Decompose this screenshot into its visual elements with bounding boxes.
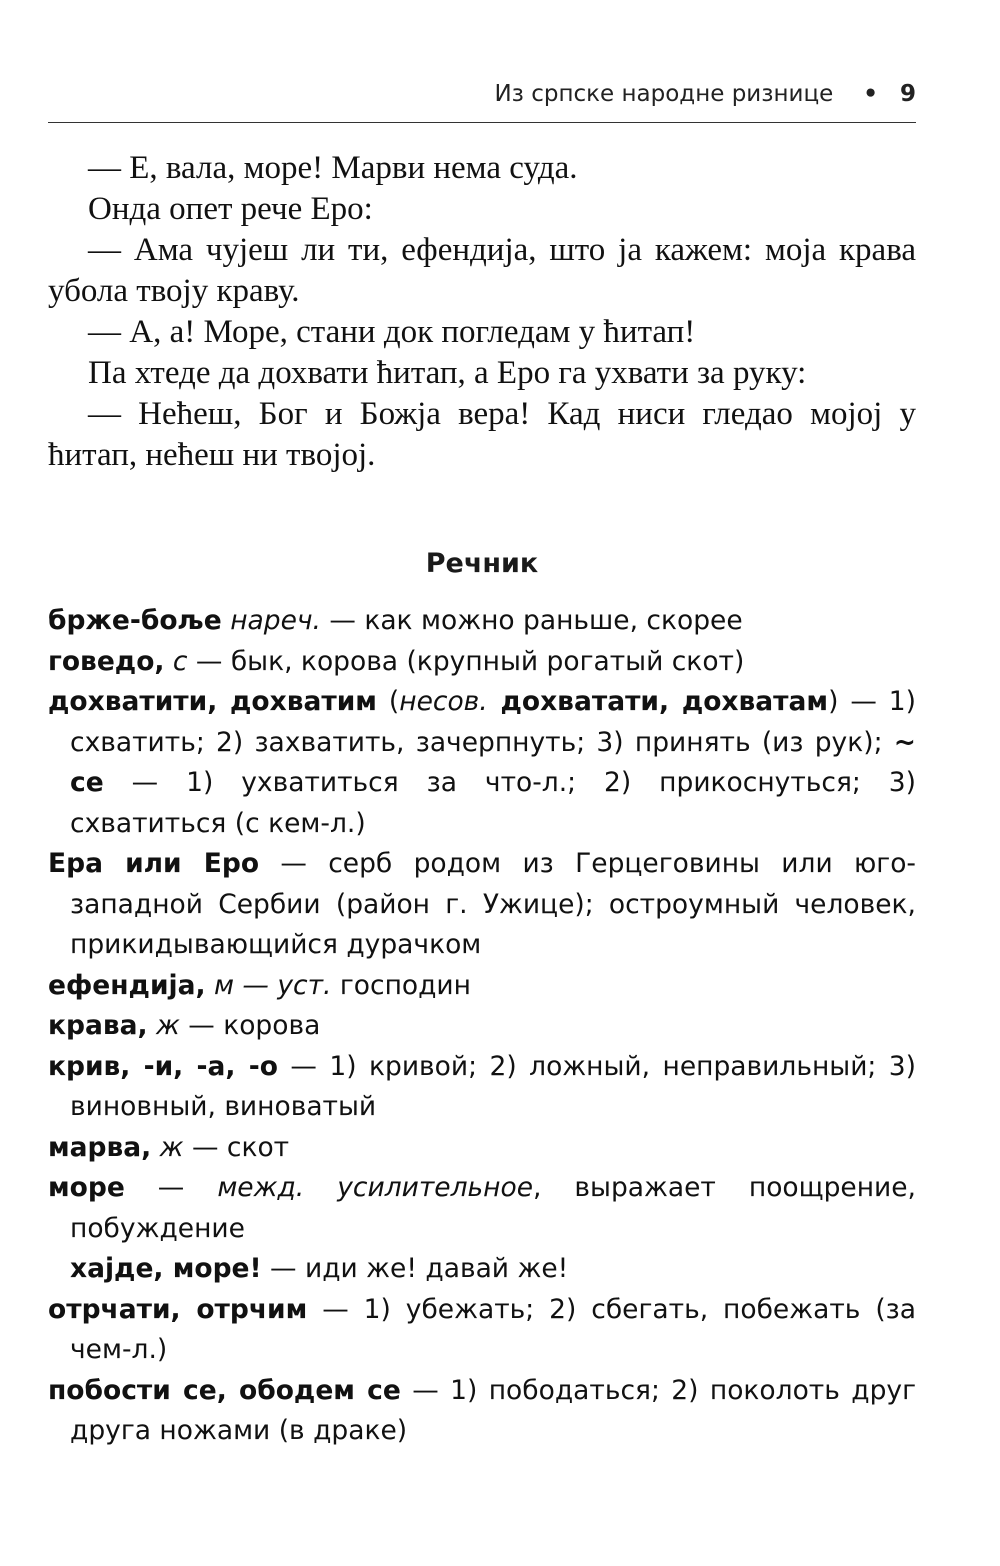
glossary xyxy=(48,601,916,1452)
glossary-entry xyxy=(48,682,916,844)
glossary-title: Речник xyxy=(425,548,539,579)
entry-headword: море xyxy=(48,1172,125,1203)
glossary-subentry xyxy=(48,1249,916,1290)
entry-headword: дохватити, дохватим xyxy=(48,686,377,717)
glossary-entry xyxy=(48,966,916,1007)
story-paragraph: Па хтеде да дохвати ћитап, а Еро га ухвати за руку: xyxy=(88,355,807,391)
glossary-entry xyxy=(48,601,916,642)
entry-headword: крив, -и, -а, -о xyxy=(48,1050,278,1082)
glossary-entry xyxy=(48,1290,916,1371)
running-title: Из српске народне ризнице xyxy=(494,81,834,107)
running-header xyxy=(48,74,916,114)
entry-definition: ( xyxy=(376,686,400,717)
story-paragraph: Онда опет рече Еро: xyxy=(88,191,373,227)
glossary-entry xyxy=(48,844,916,966)
entry-definition: ) — 1) схватить; 2) захватить, зачерпнуть; 3) принять (из рук); xyxy=(70,686,917,758)
story-paragraph: — Нећеш, Бог и Божја вера! Кад ниси гледао мојој у ћитап, нећеш ни твојој. xyxy=(48,396,916,473)
entry-headword: крава, xyxy=(48,1010,148,1041)
entry-label: несов. xyxy=(399,686,488,717)
story-text xyxy=(48,148,916,476)
entry-definition: господин xyxy=(331,969,471,1001)
entry-label: межд. усилительное xyxy=(217,1172,533,1203)
entry-headword: Ера или Еро xyxy=(48,848,260,879)
glossary-entry xyxy=(48,1371,916,1452)
entry-definition: — серб родом из Герцеговины или юго-западной Сербии (район г. Ужице); остроумный человек, прикидывающийся дурачком xyxy=(70,848,916,960)
entry-definition: — xyxy=(124,1172,218,1203)
entry-label: с xyxy=(164,645,188,677)
header-rule xyxy=(48,122,916,123)
entry-definition: — иди же! давай же! xyxy=(261,1253,569,1284)
story-paragraph: — А, а! Море, стани док погледам у ћитап! xyxy=(88,314,696,350)
entry-label: ж xyxy=(147,1010,180,1041)
entry-headword: побости се, ободем се xyxy=(48,1374,401,1406)
header-bullet: • xyxy=(863,81,878,107)
glossary-entry xyxy=(48,1128,916,1169)
entry-definition: — 1) пободаться; 2) поколоть друг друга ножами (в драке) xyxy=(70,1374,916,1446)
glossary-entry xyxy=(48,1168,916,1249)
entry-headword: отрчати, отрчим xyxy=(48,1293,308,1325)
entry-headword: ~ се xyxy=(70,726,916,798)
glossary-entry xyxy=(48,1047,916,1128)
entry-definition: — корова xyxy=(179,1010,321,1041)
entry-label: нареч. xyxy=(221,605,321,636)
entry-label: м — уст. xyxy=(205,969,332,1001)
entry-definition: — 1) убежать; 2) сбегать, побежать (за чем-л.) xyxy=(70,1293,916,1365)
entry-definition: — 1) кривой; 2) ложный, неправильный; 3) виновный, виноватый xyxy=(70,1050,917,1122)
entry-definition: — 1) ухватиться за что-л.; 2) прикоснуться; 3) схватиться (с кем-л.) xyxy=(70,767,916,839)
entry-headword: марва, xyxy=(48,1131,152,1163)
glossary-entry xyxy=(48,642,916,683)
entry-definition: — как можно раньше, скорее xyxy=(320,605,743,636)
entry-headword: брже-боље xyxy=(48,605,222,636)
story-paragraph: — Е, вала, море! Марви нема суда. xyxy=(88,150,578,186)
entry-definition: — бык, корова (крупный рогатый скот) xyxy=(187,645,745,677)
entry-headword: дохватати, дохватам xyxy=(487,686,829,717)
entry-definition: , выражает поощрение, побуждение xyxy=(70,1172,916,1244)
entry-headword: ефендија, xyxy=(48,969,206,1001)
entry-label: ж xyxy=(151,1131,184,1163)
glossary-entry xyxy=(48,1006,916,1047)
page-number: 9 xyxy=(899,81,916,107)
entry-headword: хајде, море! xyxy=(70,1253,262,1284)
entry-headword: говедо, xyxy=(48,645,165,677)
story-paragraph: — Ама чујеш ли ти, ефендија, што ја кажем: моја крава убола твоју краву. xyxy=(48,232,916,309)
entry-definition: — скот xyxy=(183,1131,290,1163)
